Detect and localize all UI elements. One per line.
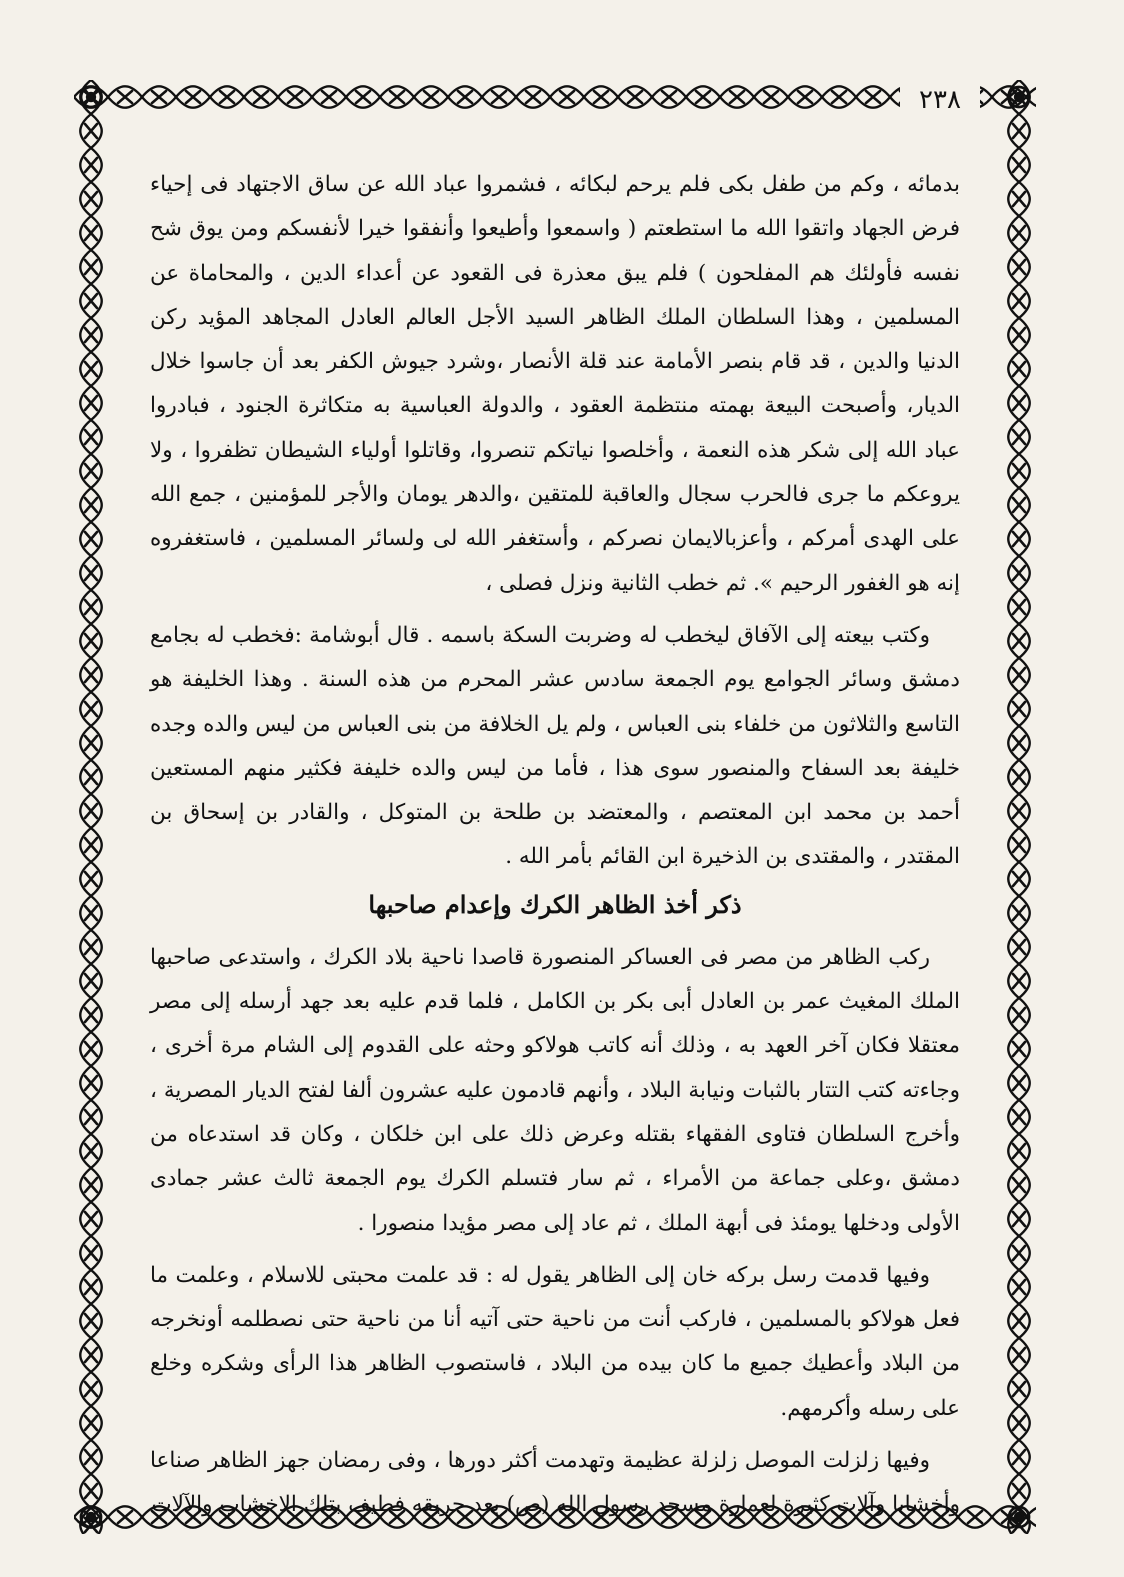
paragraph-berke-khan: وفيها قدمت رسل بركه خان إلى الظاهر يقول له : قد علمت محبتى للاسلام ، وعلمت ما فعل هولاكو بالمسلمين ، فاركب أنت من ناحية حتى آتيه أنا من ناحية حتى نصطلمه أونخرجه من البلاد وأعطيك جميع ما كان بيده من البلاد ، فاستصوب الظاهر هذا الرأى وشكره وخلع على رسله وأكرمهم. — [150, 1262, 960, 1421]
page-number: ٢٣٨ — [900, 82, 980, 118]
paragraph-karak: ركب الظاهر من مصر فى العساكر المنصورة قاصدا ناحية بلاد الكرك ، واستدعى صاحبها الملك المغيث عمر بن العادل أبى بكر بن الكامل ، فلما قدم عليه بعد جهد أرسله إلى مصر معتقلا فكان آخر العهد به ، وذلك أنه كاتب هولاكو وحثه على القدوم إلى الشام مرة أخرى ، وجاءته كتب التتار بالثبات ونيابة البلاد ، وأنهم قادمون عليه عشرون ألفا لفتح الديار المصرية ، وأخرج السلطان فتاوى الفقهاء بقتله وعرض ذلك على ابن خلكان ، وكان قد استدعاه من دمشق ،وعلى جماعة من الأمراء ، ثم سار فتسلم الكرك يوم الجمعة ثالث عشر جمادى الأولى ودخلها يومئذ فى أبهة الملك ، ثم عاد إلى مصر مؤيدا منصورا . — [150, 944, 960, 1236]
section-heading: ذكر أخذ الظاهر الكرك وإعدام صاحبها — [368, 889, 742, 919]
paragraph-mosul-earthquake: وفيها زلزلت الموصل زلزلة عظيمة وتهدمت أكثر دورها ، وفى رمضان جهز الظاهر صناعا وأخشابا وآلات كثيرة لعمارة مسجد رسول الله (ص) بعد حريقه فطيف بتلك الاخشاب والآلات — [150, 1448, 960, 1518]
paragraph-khutba: بدمائه ، وكم من طفل بكى فلم يرحم لبكائه ، فشمروا عباد الله عن ساق الاجتهاد فى إحياء فرض الجهاد واتقوا الله ما استطعتم ( واسمعوا وأطيعوا وأنفقوا خيرا لأنفسكم ومن يوق شح نفسه فأولئك هم المفلحون ) فلم يبق معذرة فى القعود عن أعداء الدين ، والمحاماة عن المسلمين ، وهذا السلطان الملك الظاهر السيد الأجل العالم العادل المجاهد المؤيد ركن الدنيا والدين ، قد قام بنصر الأمامة عند قلة الأنصار ،وشرد جيوش الكفر بعد أن جاسوا خلال الديار، وأصبحت البيعة بهمته منتظمة العقود ، والدولة العباسية به متكاثرة الجنود ، فبادروا عباد الله إلى شكر هذه النعمة ، وأخلصوا نياتكم تنصروا، وقاتلوا أولياء الشيطان تظفروا ، ولا يروعكم ما جرى فالحرب سجال والعاقبة للمتقين ،والدهر يومان والأجر للمؤمنين ، جمع الله على الهدى أمركم ، وأعزبالايمان نصركم ، وأستغفر الله لى ولسائر المسلمين ، فاستغفروه إنه هو الغفور الرحيم ». ثم خطب الثانية ونزل فصلى ، — [150, 172, 960, 596]
paragraph-baya: وكتب بيعته إلى الآفاق ليخطب له وضربت السكة باسمه . قال أبوشامة :فخطب له بجامع دمشق وسائر الجوامع يوم الجمعة سادس عشر المحرم من هذه السنة . وهذا الخليفة هو التاسع والثلاثون من خلفاء بنى العباس ، ولم يل الخلافة من بنى العباس من ليس والده وجده خليفة بعد السفاح والمنصور سوى هذا ، فأما من ليس والده خليفة فكثير منهم المستعين أحمد بن محمد ابن المعتصم ، والمعتضد بن طلحة بن المتوكل ، والقادر بن إسحاق بن المقتدر ، والمقتدى بن الذخيرة ابن القائم بأمر الله . — [150, 622, 960, 870]
page-body — [150, 163, 960, 1528]
